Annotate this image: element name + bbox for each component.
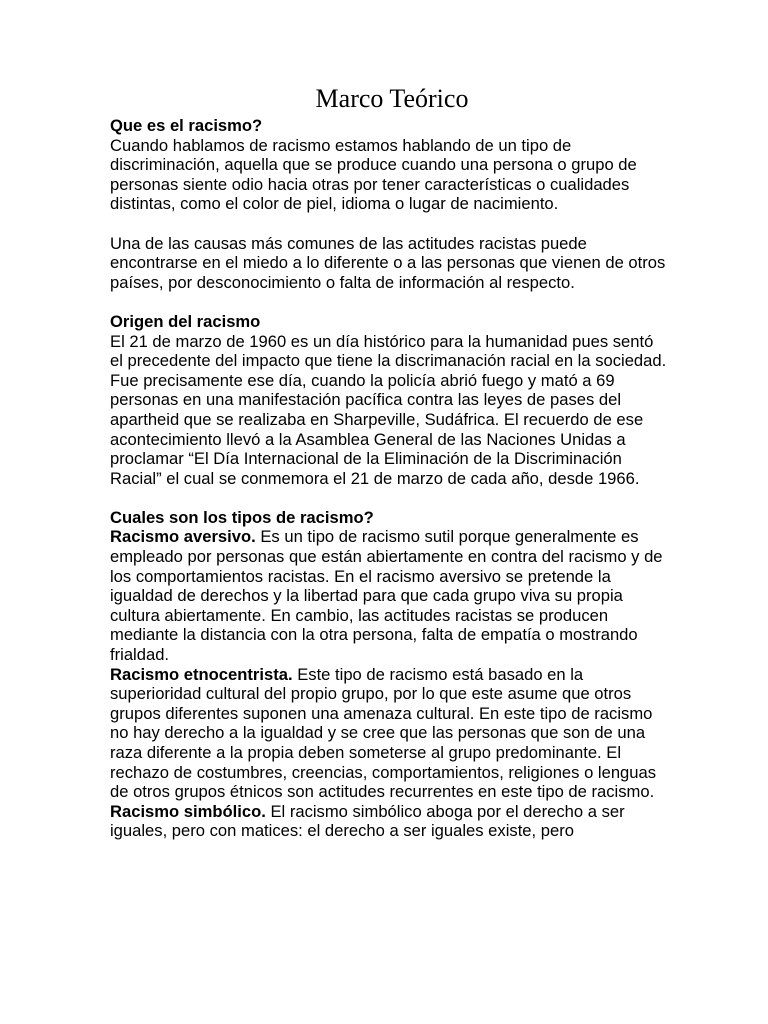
section-heading: Cuales son los tipos de racismo? — [110, 507, 374, 527]
racism-type-text: Es un tipo de racismo sutil porque generalmente es empleado por personas que están abiertamente en contra del racismo y de los comportamientos racistas. En el racismo aversivo se pretende la igualdad de derechos y la libertad para que cada grupo viva su propia cultura abiertamente. En cambio, las actitudes racistas se producen mediante la distancia con la otra persona, falta de empatía o mostrando frialdad. — [110, 527, 663, 665]
section-heading: Origen del racismo — [110, 311, 261, 331]
document-title: Marco Teórico — [315, 84, 469, 113]
racism-type-term: Racismo simbólico. — [110, 801, 266, 821]
paragraph: Una de las causas más comunes de las actitudes racistas puede encontrarse en el miedo a lo diferente o a las personas que vienen de otros países, por desconocimiento o falta de información al respecto. — [110, 233, 666, 292]
racism-type-paragraph — [110, 527, 670, 664]
paragraph: Cuando hablamos de racismo estamos hablando de un tipo de discriminación, aquella que se produce cuando una persona o grupo de personas siente odio hacia otras por tener características o cualidades distintas, como el color de piel, idioma o lugar de nacimiento. — [110, 135, 637, 214]
racism-type-paragraph — [110, 665, 670, 802]
paragraph: El 21 de marzo de 1960 es un día histórico para la humanidad pues sentó el precedente del impacto que tiene la discrimanación racial en la sociedad. Fue precisamente ese día, cuando la policía abrió fuego y mató a 69 personas en una manifestación pacífica contra las leyes de pases del apartheid que se realizaba en Sharpeville, Sudáfrica. El recuerdo de ese acontecimiento llevó a la Asamblea General de las Naciones Unidas a proclamar “El Día Internacional de la Eliminación de la Discriminación Racial” el cual se conmemora el 21 de marzo de cada año, desde 1966. — [110, 331, 667, 488]
racism-type-term: Racismo aversivo. — [110, 527, 256, 547]
racism-type-term: Racismo etnocentrista. — [110, 664, 293, 684]
section-origin-of-racism — [110, 312, 670, 488]
section-spacer — [110, 292, 670, 312]
section-what-is-racism — [110, 116, 670, 292]
section-heading: Que es el racismo? — [110, 116, 263, 135]
racism-type-text: Este tipo de racismo está basado en la superioridad cultural del propio grupo, por lo que este asume que otros grupos diferentes suponen una amenaza cultural. En este tipo de racismo no hay derecho a la igualdad y se cree que las personas que son de una raza diferente a la propia deben someterse al grupo predominante. El rechazo de costumbres, creencias, comportamientos, religiones o lenguas de otros grupos étnicos son actitudes recurrentes en este tipo de racismo. — [110, 664, 657, 802]
section-types-of-racism — [110, 508, 670, 841]
paragraph-spacer — [110, 214, 670, 234]
document-page — [110, 84, 670, 841]
section-spacer — [110, 488, 670, 508]
racism-type-text: El racismo simbólico aboga por el derecho a ser iguales, pero con matices: el derecho a ser iguales existe, pero — [110, 801, 625, 841]
racism-type-paragraph — [110, 802, 670, 841]
